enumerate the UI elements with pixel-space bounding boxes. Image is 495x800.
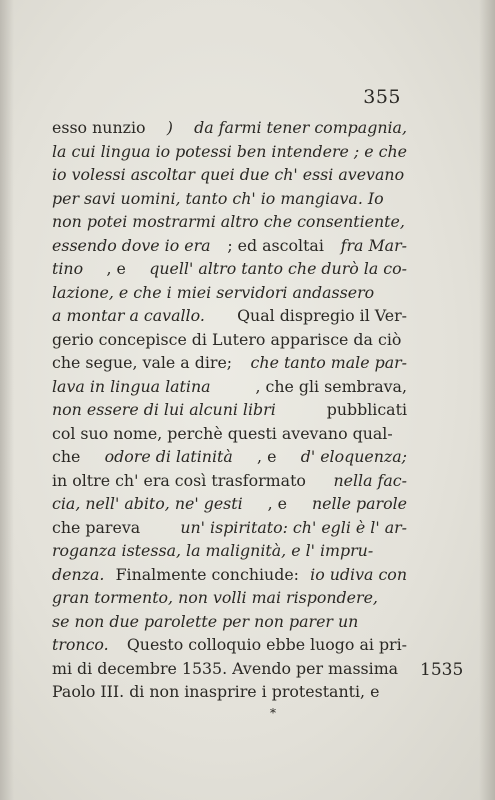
text-line bbox=[52, 234, 407, 258]
text-segment: che pareva bbox=[52, 517, 141, 537]
text-line bbox=[52, 398, 407, 422]
text-segment: pubblicati bbox=[326, 400, 407, 419]
text-segment: la cui lingua io potessi ben intendere bbox=[52, 141, 349, 161]
text-segment: che segue, vale a dire; bbox=[52, 353, 233, 372]
text-segment: tino bbox=[52, 259, 84, 278]
text-line bbox=[52, 492, 407, 516]
text-segment: ; e che bbox=[353, 141, 407, 161]
text-segment: , e bbox=[106, 259, 126, 278]
text-segment: Questo colloquio ebbe luogo ai pri- bbox=[126, 635, 407, 654]
text-segment: quell' altro tanto che durò la co- bbox=[149, 259, 407, 278]
text-segment: io volessi ascoltar quei due ch' essi avevano bbox=[52, 165, 405, 184]
text-line bbox=[52, 281, 407, 305]
text-segment: Finalmente conchiude: bbox=[115, 564, 300, 584]
text-segment: , e bbox=[257, 447, 277, 466]
page-shadow-right bbox=[479, 0, 495, 800]
text-segment: odore di latinità bbox=[104, 447, 233, 466]
text-line bbox=[52, 116, 407, 140]
text-line bbox=[52, 516, 407, 540]
text-segment: denza. bbox=[52, 564, 105, 584]
text-segment: tronco. bbox=[52, 635, 109, 654]
margin-year-note: 1535 bbox=[420, 660, 464, 680]
text-line bbox=[52, 680, 407, 704]
text-line bbox=[52, 257, 407, 281]
text-segment: per savi uomini, tanto ch' io mangiava. Io bbox=[52, 188, 384, 208]
text-segment: da farmi tener compagnia, bbox=[194, 118, 407, 137]
text-segment: Paolo III. di non inasprire i protestanti, e bbox=[52, 682, 380, 701]
text-line bbox=[52, 539, 407, 563]
text-line bbox=[52, 163, 407, 187]
text-segment: cia, nell' abito, ne' gesti bbox=[52, 494, 243, 513]
text-segment: d' eloquenza; bbox=[300, 447, 407, 466]
text-segment: in oltre ch' era così trasformato bbox=[52, 470, 306, 490]
text-line bbox=[52, 633, 407, 657]
text-line bbox=[52, 210, 407, 234]
text-segment: fra Mar- bbox=[340, 235, 407, 255]
text-segment: lazione, e che i miei servidori andassero bbox=[52, 282, 375, 302]
text-segment: non essere di lui alcuni libri bbox=[52, 400, 276, 419]
text-segment: ; ed ascoltai bbox=[227, 235, 324, 255]
text-segment: che tanto male par- bbox=[250, 353, 407, 372]
text-line bbox=[52, 469, 407, 493]
text-segment: essendo dove io era bbox=[52, 235, 211, 255]
signature-mark: * bbox=[270, 706, 276, 720]
text-segment: nella fac- bbox=[333, 470, 407, 490]
text-line bbox=[52, 187, 407, 211]
text-line bbox=[52, 445, 407, 469]
text-segment: che bbox=[52, 447, 81, 466]
text-segment: ) bbox=[166, 118, 173, 137]
text-line bbox=[52, 140, 407, 164]
text-line bbox=[52, 351, 407, 375]
text-line bbox=[52, 657, 407, 681]
text-segment: gran tormento, non volli mai rispondere, bbox=[52, 588, 378, 607]
page-shadow-left bbox=[0, 0, 14, 800]
text-line bbox=[52, 328, 407, 352]
text-line bbox=[52, 375, 407, 399]
text-segment: nelle parole bbox=[311, 494, 407, 513]
page-number: 355 bbox=[363, 86, 401, 108]
text-segment: , che gli sembrava, bbox=[255, 376, 407, 396]
text-segment: roganza istessa, la malignità, e l' impru- bbox=[52, 541, 374, 560]
body-text bbox=[52, 116, 407, 704]
text-segment: lava in lingua latina bbox=[52, 376, 211, 396]
text-line bbox=[52, 586, 407, 610]
text-line bbox=[52, 304, 407, 328]
text-segment: se non due parolette per non parer un bbox=[52, 611, 359, 631]
text-line bbox=[52, 563, 407, 587]
text-segment: a montar a cavallo. bbox=[52, 306, 205, 325]
text-segment: Qual dispregio il Ver- bbox=[237, 306, 407, 325]
text-segment: non potei mostrarmi altro che consentiente, bbox=[52, 212, 405, 231]
text-line bbox=[52, 422, 407, 446]
text-segment: esso nunzio bbox=[52, 118, 146, 137]
text-segment: , e bbox=[267, 494, 288, 513]
text-segment: gerio concepisce di Lutero apparisce da ciò bbox=[52, 329, 402, 349]
text-segment: io udiva con bbox=[310, 564, 407, 584]
text-segment: mi di decembre 1535. Avendo per massima bbox=[52, 658, 399, 678]
text-segment: col suo nome, perchè questi avevano qual- bbox=[52, 423, 393, 443]
text-segment: un' ispiritato: ch' egli è l' ar- bbox=[180, 517, 407, 537]
text-line bbox=[52, 610, 407, 634]
